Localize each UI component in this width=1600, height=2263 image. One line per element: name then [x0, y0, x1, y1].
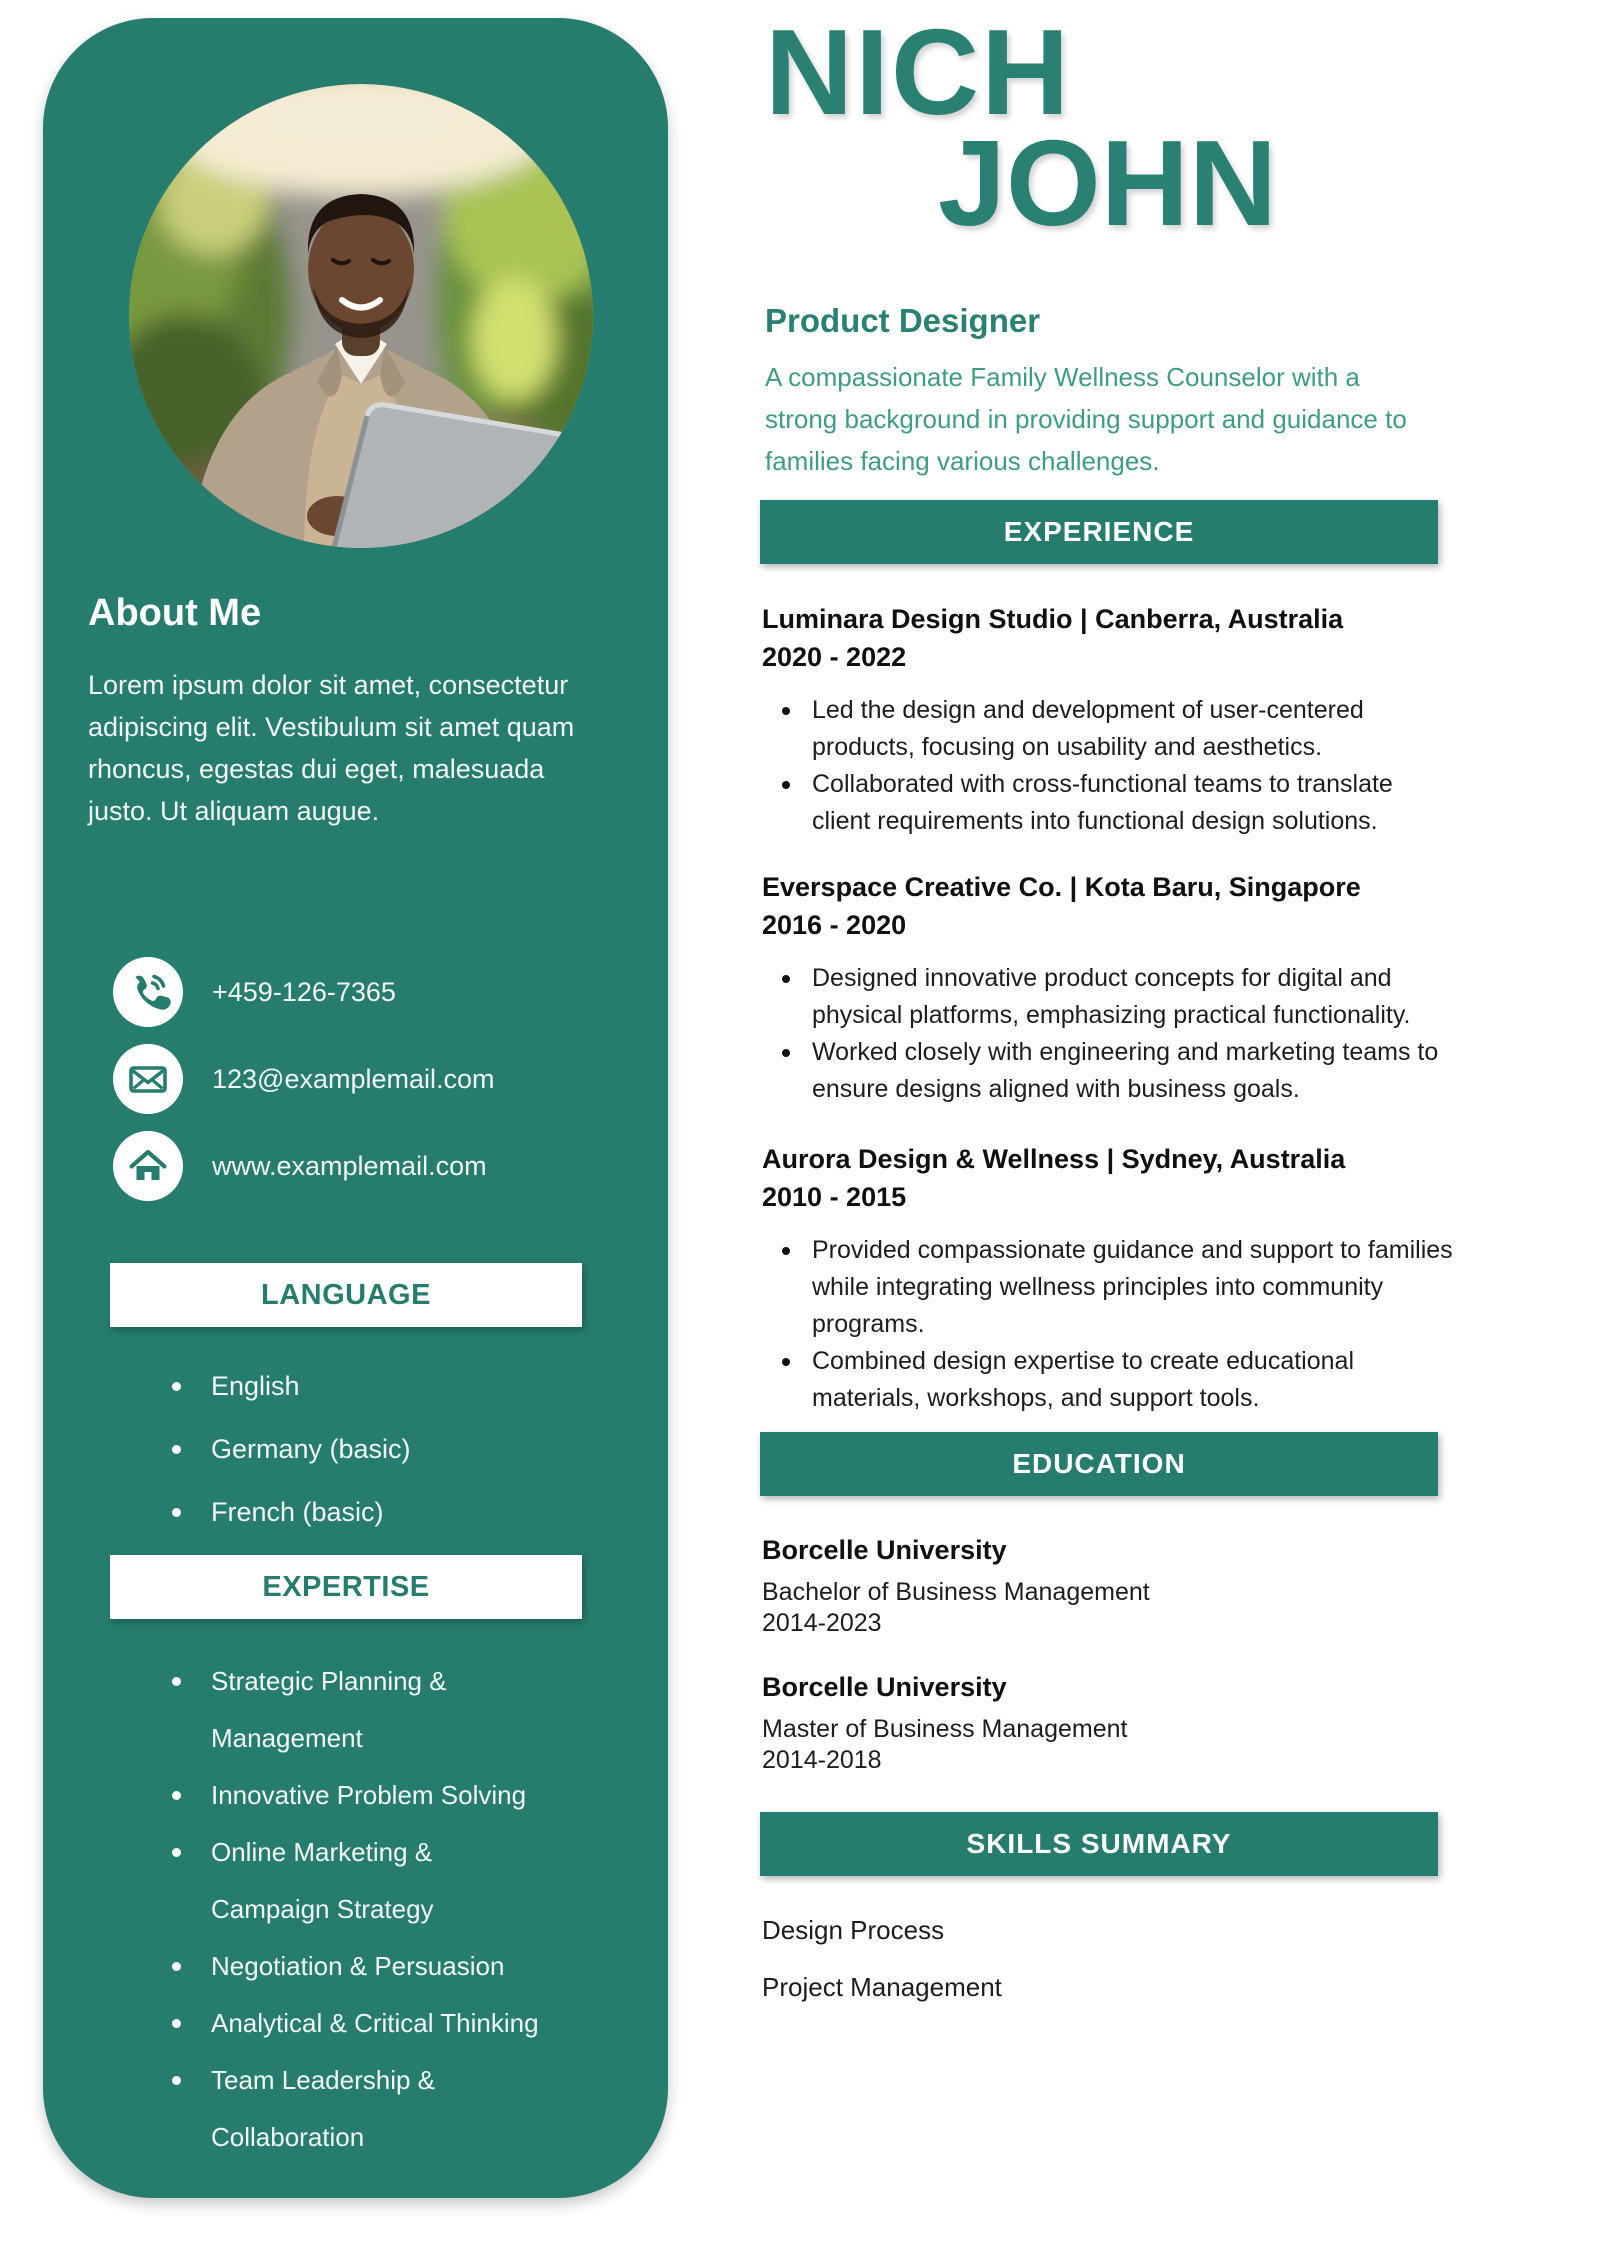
bullet-lines	[812, 960, 1438, 1034]
degree-name: Bachelor of Business Management	[762, 1578, 1150, 1606]
email-address[interactable]: 123@examplemail.com	[212, 1063, 495, 1094]
text-line: ensure designs aligned with business goals.	[812, 1075, 1300, 1103]
education-years: 2014-2018	[762, 1746, 882, 1774]
text-line: Innovative Problem Solving	[211, 1780, 527, 1810]
job-dates: 2020 - 2022	[762, 642, 907, 672]
experience-entry	[762, 600, 1393, 840]
bullet-lines	[812, 766, 1393, 840]
job-dates: 2016 - 2020	[762, 910, 907, 940]
language-section-header: LANGUAGE	[110, 1263, 582, 1327]
degree-name: Master of Business Management	[762, 1715, 1128, 1743]
school-name: Borcelle University	[762, 1672, 1007, 1702]
expertise-list-item	[168, 2052, 539, 2166]
text-line: Analytical & Critical Thinking	[211, 2008, 539, 2038]
expertise-section-header: EXPERTISE	[110, 1555, 582, 1619]
contact-row-website	[113, 1131, 487, 1201]
experience-entry	[762, 868, 1438, 1108]
text-line: physical platforms, emphasizing practical functionality.	[812, 1001, 1411, 1029]
skills-list	[762, 1902, 1002, 2016]
job-bullets	[762, 1232, 1453, 1417]
skill-item: Project Management	[762, 1972, 1002, 2002]
text-line: Worked closely with engineering and marketing teams to	[812, 1038, 1439, 1066]
expertise-list	[168, 1653, 539, 2166]
profile-photo	[129, 84, 593, 548]
text-line: Designed innovative product concepts for digital and	[812, 964, 1392, 992]
text-line: Provided compassionate guidance and support to families	[812, 1236, 1453, 1264]
job-bullets	[762, 960, 1438, 1108]
website-url[interactable]: www.examplemail.com	[212, 1150, 487, 1181]
job-company: Everspace Creative Co. | Kota Baru, Singapore	[762, 872, 1361, 902]
bullet-item	[762, 766, 1393, 840]
job-bullets	[762, 692, 1393, 840]
expertise-list-item	[168, 1653, 539, 1767]
contact-row-phone	[113, 957, 396, 1027]
experience-section-header: EXPERIENCE	[760, 500, 1438, 564]
education-entry	[762, 1669, 1127, 1776]
bullet-item	[762, 1343, 1453, 1417]
text-line: families facing various challenges.	[765, 446, 1160, 476]
bullet-lines	[812, 1343, 1453, 1417]
job-dates: 2010 - 2015	[762, 1182, 907, 1212]
text-line: A compassionate Family Wellness Counselor with a	[765, 362, 1360, 392]
text-line: justo. Ut aliquam augue.	[88, 796, 380, 826]
text-line: Collaboration	[211, 2122, 365, 2152]
text-line: programs.	[812, 1310, 925, 1338]
first-name: NICH	[765, 4, 1072, 140]
text-line: strong background in providing support and guidance to	[765, 404, 1407, 434]
text-line: Lorem ipsum dolor sit amet, consectetur	[88, 670, 569, 700]
expertise-item-lines	[211, 1653, 539, 1767]
expertise-list-item	[168, 1824, 539, 1938]
text-line: rhoncus, egestas dui eget, malesuada	[88, 754, 545, 784]
job-company: Aurora Design & Wellness | Sydney, Australia	[762, 1144, 1346, 1174]
text-line: client requirements into functional design solutions.	[812, 807, 1378, 835]
about-text	[88, 664, 574, 832]
bullet-item	[762, 1034, 1438, 1108]
text-line: Collaborated with cross-functional teams to translate	[812, 770, 1393, 798]
text-line: Campaign Strategy	[211, 1894, 434, 1924]
expertise-list-item	[168, 1767, 539, 1824]
skills-section-header: SKILLS SUMMARY	[760, 1812, 1438, 1876]
text-line: Combined design expertise to create educational	[812, 1347, 1355, 1375]
education-years: 2014-2023	[762, 1609, 882, 1637]
profile-photo-illustration	[129, 84, 593, 548]
text-line: Team Leadership &	[211, 2065, 436, 2095]
expertise-list-item	[168, 1938, 539, 1995]
expertise-item-lines	[211, 1995, 539, 2052]
education-section-header: EDUCATION	[760, 1432, 1438, 1496]
text-line: while integrating wellness principles into community	[812, 1273, 1384, 1301]
expertise-item-lines	[211, 2052, 539, 2166]
sidebar-panel	[43, 18, 668, 2198]
expertise-item-lines	[211, 1767, 539, 1824]
home-icon	[113, 1131, 183, 1201]
bullet-item	[762, 1232, 1453, 1343]
phone-icon	[113, 957, 183, 1027]
expertise-item-lines	[211, 1938, 539, 1995]
about-title: About Me	[88, 592, 262, 634]
job-company: Luminara Design Studio | Canberra, Australia	[762, 604, 1344, 634]
text-line: Management	[211, 1723, 363, 1753]
experience-entry	[762, 1140, 1453, 1417]
language-list-item: Germany (basic)	[168, 1418, 411, 1481]
school-name: Borcelle University	[762, 1535, 1007, 1565]
bullet-lines	[812, 1232, 1453, 1343]
contact-row-email	[113, 1044, 495, 1114]
language-list-item: French (basic)	[168, 1481, 411, 1544]
text-line: adipiscing elit. Vestibulum sit amet quam	[88, 712, 575, 742]
bullet-item	[762, 692, 1393, 766]
bullet-lines	[812, 692, 1393, 766]
text-line: materials, workshops, and support tools.	[812, 1384, 1260, 1412]
last-name: JOHN	[938, 115, 1277, 251]
bullet-lines	[812, 1034, 1438, 1108]
education-entry	[762, 1532, 1150, 1639]
text-line: products, focusing on usability and aesthetics.	[812, 733, 1323, 761]
text-line: Strategic Planning &	[211, 1666, 447, 1696]
bullet-item	[762, 960, 1438, 1034]
language-list	[168, 1355, 411, 1544]
phone-number: +459-126-7365	[212, 976, 396, 1007]
skill-item: Design Process	[762, 1915, 945, 1945]
expertise-item-lines	[211, 1824, 539, 1938]
text-line: Online Marketing &	[211, 1837, 433, 1867]
text-line: Negotiation & Persuasion	[211, 1951, 505, 1981]
text-line: Led the design and development of user-centered	[812, 696, 1364, 724]
profile-summary	[765, 356, 1407, 482]
language-list-item: English	[168, 1355, 411, 1418]
job-role-title: Product Designer	[765, 302, 1041, 339]
email-icon	[113, 1044, 183, 1114]
expertise-list-item	[168, 1995, 539, 2052]
